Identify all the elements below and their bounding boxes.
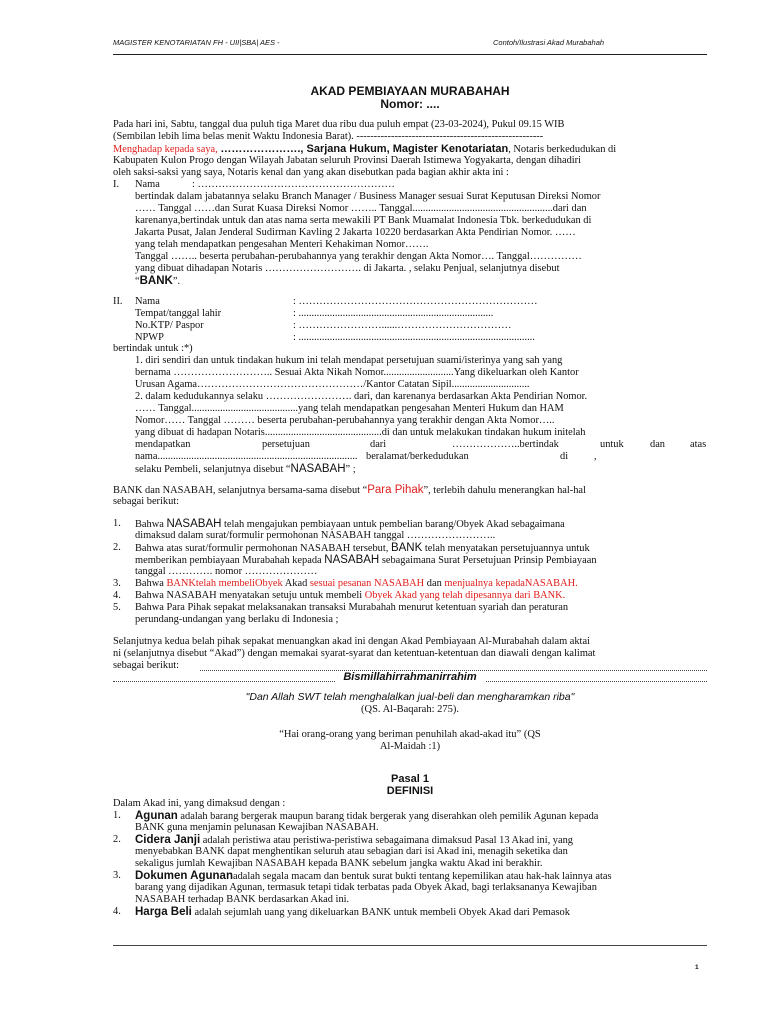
item-5-line-1: Bahwa Para Pihak sepakat melaksanakan transaksi Murabahah menurut ketentuan syariah dan peraturan — [135, 602, 569, 613]
party2-nama-line: nama............................................................................. — [135, 451, 358, 462]
item-highlight: Obyek Akad yang telah dipesannya dari BANK. — [364, 590, 566, 601]
definition-number: 4. — [113, 906, 121, 917]
item-text: Bahwa atas surat/formulir permohonan NASABAH tersebut, — [135, 543, 391, 554]
para-pihak-text: BANK dan NASABAH, selanjutnya bersama-sama disebut “ — [113, 485, 368, 496]
party2-option-1-line-1: 1. diri sendiri dan untuk tindakan hukum ini telah mendapat persetujuan suami/isterinya yang sah yang — [135, 355, 563, 366]
definition-text: adalah peristiwa atau peristiwa-peristiwa sebagaimana dimaksud Pasal 13 Akad ini, yang — [200, 835, 574, 846]
party1-name-label: Nama — [135, 179, 160, 190]
item-text: dan — [424, 578, 445, 589]
definition-number: 1. — [113, 810, 121, 821]
pasal-intro: Dalam Akad ini, yang dimaksud dengan : — [113, 798, 286, 809]
party1-line-8 — [135, 275, 180, 288]
definition-text: adalah segala macam dan bentuk surat bukti tentang kepemilikan atau hak-hak lainnya atas — [232, 871, 612, 882]
selaku-text: selaku Pembeli, selanjutnya disebut “ — [135, 464, 291, 475]
party2-option-1-line-3: Urusan Agama…………………………………………/Kantor Catatan Sipil.............................. — [135, 379, 530, 390]
definition-term: Cidera Janji — [135, 834, 201, 846]
item-2-line-3: tanggal …………. nomor ………………… — [135, 566, 318, 577]
para-pihak-text: ”, terlebih dahulu menerangkan hal-hal — [423, 485, 586, 496]
party2-option-1-line-2: bernama ……………………….. Sesuai Akta Nikah Nomor...........................Yang dikeluarkan oleh Kantor — [135, 367, 579, 378]
definition-2-line-3: sekaligus jumlah Kewajiban NASABAH kepada BANK sebelum jangka waktu Akad ini berakhir. — [135, 858, 543, 869]
definition-number: 3. — [113, 870, 121, 881]
party2-field-label: Tempat/tanggal lahir — [135, 308, 222, 319]
party2-field-label: NPWP — [135, 332, 164, 343]
party2-option-2-line-4: yang dibuat di hadapan Notaris.............................................di dan untuk melakukan tindakan hukum initelah — [135, 427, 586, 438]
page-header — [113, 36, 707, 50]
bismillah: Bismillahirrahmanirrahim — [335, 671, 485, 683]
definition-1-line-2: BANK guna menjamin pelunasan Kewajiban NASABAH. — [135, 822, 379, 833]
bank-term: BANK — [390, 542, 423, 554]
bertindak-untuk: bertindak untuk :*) — [113, 343, 193, 354]
definition-text: adalah sejumlah uang yang dikeluarkan BANK untuk membeli Obyek Akad dari Pemasok — [191, 907, 570, 918]
item-4-line-1 — [135, 590, 565, 602]
definition-term: Agunan — [135, 810, 178, 822]
party1-line-5: yang telah mendapatkan pengesahan Menteri Kehakiman Nomor……. — [135, 239, 429, 250]
party2-field-label: Nama — [135, 296, 160, 307]
nasabah-term: NASABAH — [324, 554, 380, 566]
item-highlight: BANKtelah membeliObyek — [166, 578, 283, 589]
item-text: telah menyatakan persetujuannya untuk — [422, 543, 590, 554]
item-highlight: menjualnya kepadaNASABAH. — [444, 578, 578, 589]
party2-number: II. — [113, 296, 123, 307]
para-pihak-line-1 — [113, 484, 586, 497]
party2-field-value: : ........................................................................................... — [293, 332, 535, 343]
party2-justified-word: dari — [370, 439, 387, 450]
quote-2-reference: Al-Maidah :1) — [379, 741, 441, 752]
party2-justified-word: untuk — [600, 439, 624, 450]
opening-line-2: (Sembilan lebih lima belas menit Waktu Indonesia Barat). ------------------------------------------------------ — [113, 131, 544, 142]
nasabah-term: NASABAH — [290, 463, 346, 475]
party1-line-1: bertindak dalam jabatannya selaku Branch Manager / Business Manager sesuai Surat Keputusan Direksi Nomor — [135, 191, 601, 202]
quote-open: “ — [135, 276, 140, 287]
header-right-text: Contoh/Ilustrasi Akad Murabahah — [493, 38, 605, 47]
party2-option-2-line-2: …… Tanggal.........................................yang telah mendapatkan pengesahan Menteri Hukum dan HAM — [135, 403, 564, 414]
party2-field-value: : …………………………………………………………… — [293, 296, 538, 307]
quote-1-reference: (QS. Al-Baqarah: 275). — [361, 704, 459, 715]
quote-2: “Hai orang-orang yang beriman penuhilah akad-akad itu” (QS — [279, 729, 541, 740]
definition-term: Harga Beli — [135, 906, 192, 918]
item-text: memberikan pembiayaan Murabahah kepada — [135, 555, 325, 566]
definition-term: Dokumen Agunan — [135, 870, 233, 882]
item-text: Bahwa — [135, 578, 167, 589]
party1-line-4: Jakarta Pusat, Jalan Jenderal Sudirman Kavling 2 Jakarta 10220 berdasarkan Akta Pendirian Nomor. …… — [135, 227, 576, 238]
bank-term: BANK — [139, 275, 173, 287]
definition-2-line-2: menyebabkan BANK dapat menghentikan seluruh atau sebagian dari isi Akad ini, menagih seketika dan — [135, 846, 568, 857]
party2-field-value: : ……………………......…………………………… — [293, 320, 512, 331]
party1-line-3: karenanya,bertindak untuk dan atas nama serta mewakili PT Bank Muamalat Indonesia Tbk. berkedudukan di — [135, 215, 592, 226]
party2-beralamat: beralamat/berkedudukan — [366, 451, 469, 462]
opening-line-1: Pada hari ini, Sabtu, tanggal dua puluh tiga Maret dua ribu dua puluh empat (23-03-2024), Pukul 09.15 WIB — [113, 119, 565, 130]
item-number: 1. — [113, 518, 121, 529]
notaris-name: …………………., Sarjana Hukum, Magister Kenotariatan — [220, 143, 509, 155]
pasal-subtitle: DEFINISI — [386, 785, 434, 797]
party2-field-value: : ........................................................................... — [293, 308, 494, 319]
item-text: telah mengajukan pembiayaan untuk pembelian barang/Obyek Akad sebagaimana — [221, 519, 565, 530]
definition-3-line-3: NASABAH terhadap BANK berdasarkan Akad ini. — [135, 894, 350, 905]
party2-field-label: No.KTP/ Paspor — [135, 320, 204, 331]
quote-close: ” ; — [345, 464, 356, 475]
quote-1: "Dan Allah SWT telah menghalalkan jual-beli dan mengharamkan riba" — [245, 691, 575, 703]
item-1-line-2: dimaksud dalam surat/formulir permohonan NASABAH tanggal …………………….. — [135, 530, 496, 541]
party2-justified-word: atas — [690, 439, 707, 450]
document-number: Nomor: .... — [380, 97, 440, 111]
party1-name-value: : ………………………………………………… — [192, 179, 395, 190]
item-text: Akad — [282, 578, 310, 589]
party1-line-6: Tanggal …….. beserta perubahan-perubahannya yang terakhir dengan Akta Nomor…. Tanggal…………… — [135, 251, 582, 262]
header-divider — [113, 54, 707, 55]
item-number: 2. — [113, 542, 121, 553]
para-pihak-term: Para Pihak — [367, 484, 424, 496]
menghadap-text: Menghadap kepada saya, — [113, 144, 221, 155]
item-number: 3. — [113, 578, 121, 589]
pasal-title: Pasal 1 — [391, 773, 429, 785]
item-highlight: sesuai pesanan NASABAH — [309, 578, 425, 589]
notaris-domicile: , Notaris berkedudukan di — [508, 144, 617, 155]
page-number: 1 — [695, 964, 699, 971]
item-number: 4. — [113, 590, 121, 601]
party2-justified-word: ………………..bertindak — [452, 439, 559, 450]
opening-line-4: Kabupaten Kulon Progo dengan Wilayah Jabatan seluruh Provinsi Daerah Istimewa Yogyakarta, dengan dihadiri — [113, 155, 582, 166]
item-5-line-2: perundang-undangan yang berlaku di Indonesia ; — [135, 614, 339, 625]
party1-line-7: yang dibuat dihadapan Notaris ………………………. di Jakarta. , selaku Penjual, selanjutnya disebut — [135, 263, 560, 274]
selanjutnya-line-1: Selanjutnya kedua belah pihak sepakat menuangkan akad ini dengan Akad Pembiayaan Al-Murabahah dalam aktai — [113, 636, 590, 647]
party2-option-2-line-3: Nomor…… Tanggal ……… beserta perubahan-perubahannya yang terakhir dengan Akta Nomor….. — [135, 415, 555, 426]
definition-3-line-2: barang yang dijadikan Agunan, termasuk tetapi tidak terbatas pada Obyek Akad, bagi terlaksananya Kewajiban — [135, 882, 597, 893]
selanjutnya-line-2: ni (selanjutnya disebut “Akad”) dengan memakai syarat-syarat dan ketentuan-ketentuan dan diawali dengan kalimat — [113, 648, 596, 659]
item-3-line-1 — [135, 578, 578, 590]
selanjutnya-line-3: sebagai berikut: — [113, 660, 180, 671]
party2-di: di — [560, 451, 569, 462]
item-text: sebagaimana Surat Persetujuan Prinsip Pembiayaan — [379, 555, 597, 566]
footer-divider — [113, 945, 707, 946]
party2-option-2-line-1: 2. dalam kedudukannya selaku ……………………. dari, dan karenanya berdasarkan Akta Pendirian Nomor. — [135, 391, 588, 402]
item-number: 5. — [113, 602, 121, 613]
para-pihak-line-2: sebagai berikut: — [113, 496, 180, 507]
party2-justified-word: mendapatkan — [135, 439, 191, 450]
party1-line-2: …… Tanggal ……dan Surat Kuasa Direksi Nomor …….. Tanggal......................................................dari dan — [135, 203, 587, 214]
header-left-text: MAGISTER KENOTARIATAN FH - UII|SBA| AES - — [113, 38, 280, 47]
party2-selaku-line — [135, 463, 356, 476]
definition-4-line-1 — [135, 906, 570, 919]
nasabah-term: NASABAH — [166, 518, 222, 530]
party2-justified-word: persetujuan — [262, 439, 310, 450]
party1-number: I. — [113, 179, 120, 190]
definition-number: 2. — [113, 834, 121, 845]
quote-close: ”. — [172, 276, 181, 287]
definition-text: adalah barang bergerak maupun barang tidak bergerak yang diserahkan oleh pemilik Agunan kepada — [177, 811, 599, 822]
item-text: Bahwa — [135, 519, 167, 530]
party2-justified-word: dan — [650, 439, 666, 450]
party2-comma: , — [594, 451, 597, 462]
opening-line-5: oleh saksi-saksi yang saya, Notaris kenal dan yang akan disebutkan pada bagian akhir akta ini : — [113, 167, 509, 178]
document-title: AKAD PEMBIAYAAN MURABAHAH — [310, 84, 510, 98]
item-text: Bahwa NASABAH menyatakan setuju untuk membeli — [135, 590, 365, 601]
